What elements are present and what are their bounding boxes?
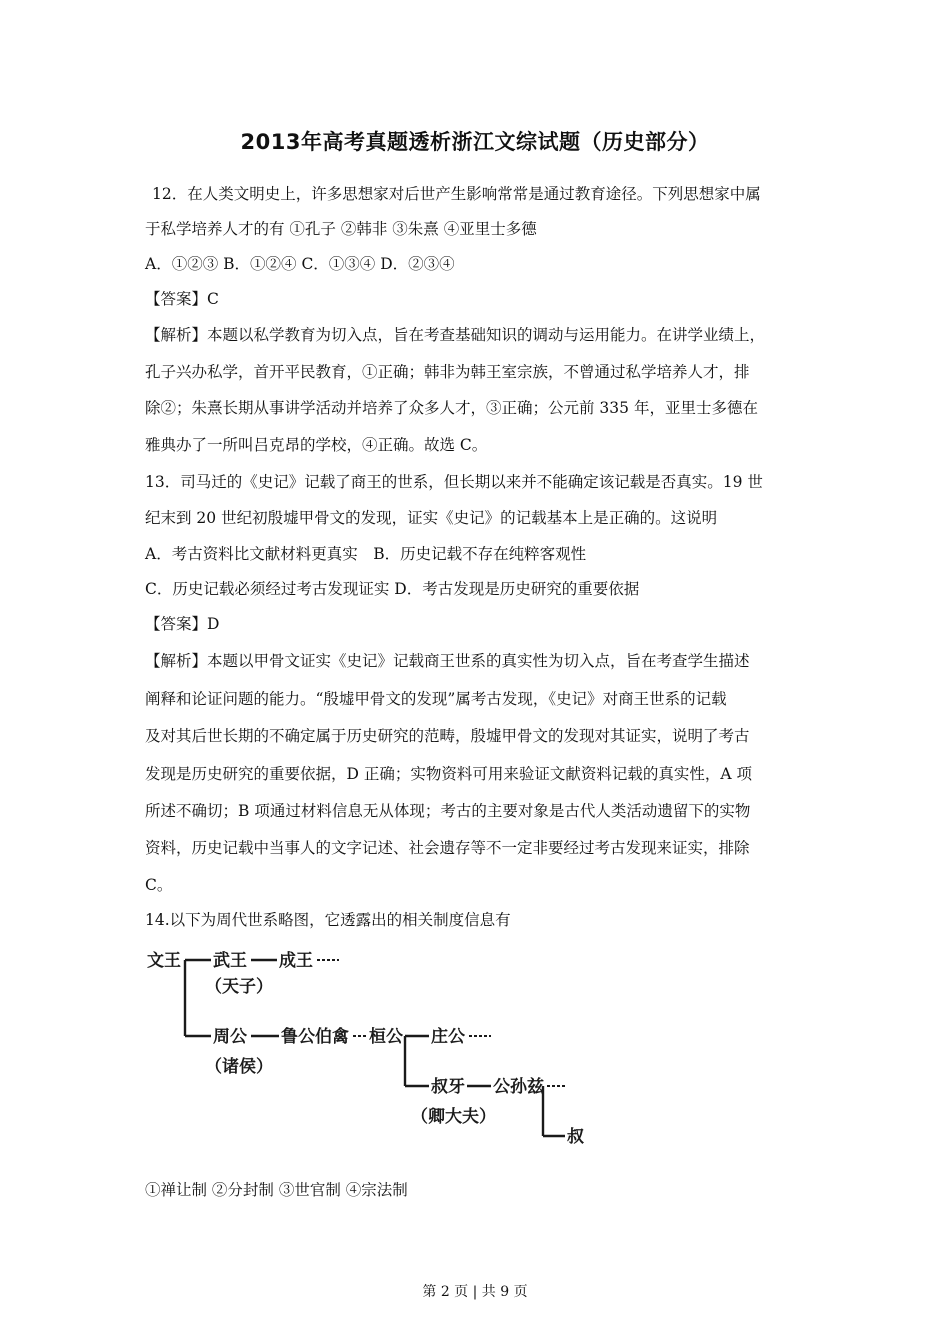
- node-zhuanggong: 庄公: [431, 1027, 465, 1047]
- node-gongsunzi: 公孙兹: [493, 1077, 544, 1097]
- q12-analysis-line-3: 除②；朱熹长期从事讲学活动并培养了众多人才，③正确；公元前 335 年，亚里士多德在: [145, 399, 758, 417]
- node-chengwang: 成王: [279, 951, 313, 971]
- node-cutoff: 叔: [567, 1127, 584, 1147]
- label-qingdafu: （卿大夫）: [411, 1107, 496, 1127]
- zhou-lineage-diagram: [145, 940, 585, 1150]
- q13-analysis-line-4: 发现是历史研究的重要依据，D 正确；实物资料可用来验证文献资料记载的真实性，A 项: [145, 765, 752, 783]
- page-footer: 第 2 页 | 共 9 页: [422, 1284, 528, 1300]
- q12-options: A．①②③ B．①②④ C．①③④ D．②③④: [145, 255, 455, 273]
- q13-stem-line-1: 13．司马迁的《史记》记载了商王的世系，但长期以来并不能确定该记载是否真实。19 世: [145, 473, 763, 491]
- node-shuya: 叔牙: [431, 1077, 465, 1097]
- q12-stem-line-1: 12．在人类文明史上，许多思想家对后世产生影响常常是通过教育途径。下列思想家中属: [152, 185, 761, 203]
- q13-analysis-line-5: 所述不确切；B 项通过材料信息无从体现；考古的主要对象是古代人类活动遗留下的实物: [145, 802, 751, 820]
- q13-analysis-line-3: 及对其后世长期的不确定属于历史研究的范畴，殷墟甲骨文的发现对其证实，说明了考古: [145, 727, 750, 745]
- q13-analysis-line-1: 【解析】本题以甲骨文证实《史记》记载商王世系的真实性为切入点，旨在考查学生描述: [145, 652, 750, 670]
- q12-answer: 【答案】C: [145, 290, 219, 308]
- q14-choices: ①禅让制 ②分封制 ③世官制 ④宗法制: [145, 1181, 408, 1199]
- label-zhuhou: （诸侯）: [205, 1057, 273, 1077]
- q13-analysis-line-6: 资料，历史记载中当事人的文字记述、社会遗存等不一定非要经过考古发现来证实，排除: [145, 839, 750, 857]
- q12-stem-line-2: 于私学培养人才的有 ①孔子 ②韩非 ③朱熹 ④亚里士多德: [145, 220, 537, 238]
- label-tianzi: （天子）: [205, 977, 273, 997]
- node-wenwang: 文王: [147, 951, 181, 971]
- node-huangong: 桓公: [369, 1027, 403, 1047]
- q12-analysis-line-2: 孔子兴办私学，首开平民教育，①正确；韩非为韩王室宗族，不曾通过私学培养人才，排: [145, 363, 750, 381]
- q13-options-cd: C．历史记载必须经过考古发现证实 D．考古发现是历史研究的重要依据: [145, 580, 640, 598]
- q13-stem-line-2: 纪末到 20 世纪初殷墟甲骨文的发现，证实《史记》的记载基本上是正确的。这说明: [145, 509, 718, 527]
- node-wuwang: 武王: [213, 951, 247, 971]
- q12-analysis-line-1: 【解析】本题以私学教育为切入点，旨在考查基础知识的调动与运用能力。在讲学业绩上，: [145, 326, 766, 344]
- q14-stem: 14.以下为周代世系略图，它透露出的相关制度信息有: [145, 911, 511, 929]
- node-zhougong: 周公: [213, 1027, 247, 1047]
- q13-analysis-line-7: C。: [145, 876, 173, 894]
- page-title: 2013年高考真题透析浙江文综试题（历史部分）: [240, 130, 710, 154]
- q13-options-ab: A．考古资料比文献材料更真实 B．历史记载不存在纯粹客观性: [145, 545, 587, 563]
- q13-analysis-line-2: 阐释和论证问题的能力。“殷墟甲骨文的发现”属考古发现，《史记》对商王世系的记载: [145, 690, 727, 708]
- q13-answer: 【答案】D: [145, 615, 220, 633]
- q12-analysis-line-4: 雅典办了一所叫吕克昂的学校，④正确。故选 C。: [145, 436, 488, 454]
- node-luboqin: 鲁公伯禽: [281, 1027, 349, 1047]
